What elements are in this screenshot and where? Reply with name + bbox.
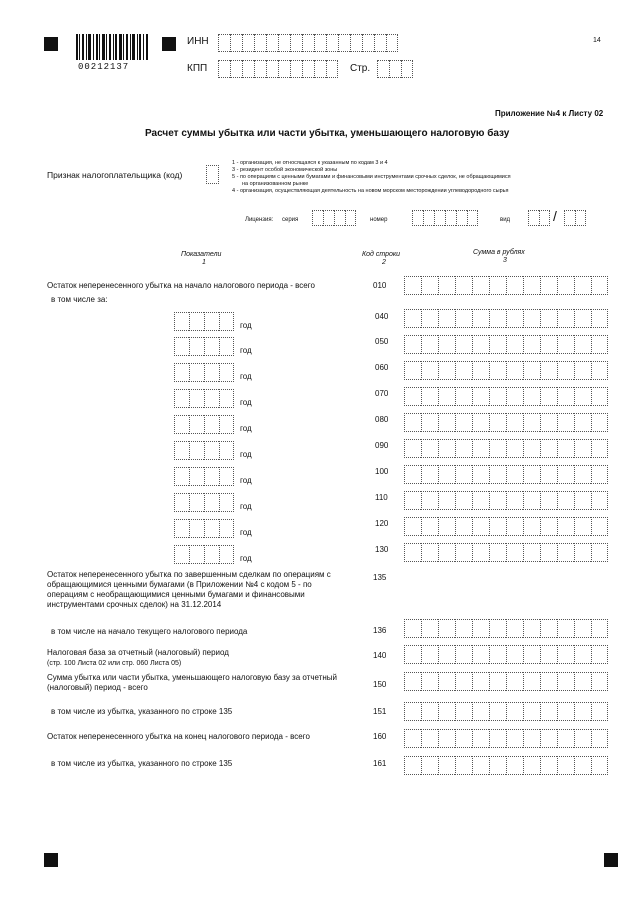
sum-field[interactable]	[404, 276, 608, 295]
inn-label: ИНН	[187, 36, 209, 47]
code-5: 5 - по операциям с ценными бумагами и финансовыми инструментами срочных сделок, не обращающимися	[232, 174, 511, 180]
year-label: год	[240, 398, 252, 407]
license-slash: /	[553, 208, 557, 224]
row-140-label: Налоговая база за отчетный (налоговый) период	[47, 648, 229, 657]
row-136-label: в том числе на начало текущего налогового периода	[51, 627, 248, 636]
corner-marker	[162, 37, 176, 51]
license-series-field[interactable]	[312, 210, 356, 226]
license-label: Лицензия:	[245, 217, 274, 223]
appendix-label: Приложение №4 к Листу 02	[495, 109, 604, 118]
col-sum-num: 3	[503, 257, 507, 264]
year-label: год	[240, 528, 252, 537]
sum-field[interactable]	[404, 672, 608, 691]
code-5-cont: на организованном рынке	[242, 181, 309, 187]
sum-field[interactable]	[404, 619, 608, 638]
code-3: 3 - резидент особой экономической зоны	[232, 167, 338, 173]
row-code: 100	[375, 467, 389, 476]
inn-field[interactable]	[218, 34, 398, 52]
code-1: 1 - организация, не относящаяся к указанным по кодам 3 и 4	[232, 160, 388, 166]
row-code: 040	[375, 312, 389, 321]
including-for-label: в том числе за:	[51, 295, 108, 304]
year-label: год	[240, 346, 252, 355]
year-field[interactable]	[174, 363, 234, 382]
code-4: 4 - организация, осуществляющая деятельность на новом морском месторождении углеводородного сырья	[232, 188, 509, 194]
row-code: 110	[375, 493, 388, 502]
license-number-label: номер	[370, 217, 388, 223]
sum-field[interactable]	[404, 465, 608, 484]
row-code: 120	[375, 519, 389, 528]
taxpayer-code-field[interactable]	[206, 165, 219, 184]
row-151-code: 151	[373, 707, 387, 716]
year-label: год	[240, 502, 252, 511]
sum-field[interactable]	[404, 335, 608, 354]
col-code: Код строки	[362, 251, 401, 258]
sum-field[interactable]	[404, 309, 608, 328]
row-151-label: в том числе из убытка, указанного по строке 135	[51, 707, 233, 716]
sum-field[interactable]	[404, 645, 608, 664]
sum-field[interactable]	[404, 702, 608, 721]
barcode-number: 00212137	[78, 62, 130, 72]
corner-marker	[44, 37, 58, 51]
row-150-code: 150	[373, 680, 387, 689]
col-indicators-num: 1	[202, 259, 206, 266]
year-field[interactable]	[174, 467, 234, 486]
row-code: 060	[375, 363, 389, 372]
row-161-label: в том числе из убытка, указанного по строке 135	[51, 759, 233, 768]
col-indicators: Показатели	[181, 251, 222, 258]
row-010-label: Остаток неперенесенного убытка на начало налогового периода - всего	[47, 281, 315, 290]
corner-marker	[44, 853, 58, 867]
row-140-code: 140	[373, 651, 387, 660]
sum-field[interactable]	[404, 491, 608, 510]
row-150-label: Сумма убытка или части убытка, уменьшающего налоговую базу за отчетный (налоговый) период - всего	[47, 673, 337, 692]
sum-field[interactable]	[404, 387, 608, 406]
sum-field[interactable]	[404, 729, 608, 748]
row-140-sub: (стр. 100 Листа 02 или стр. 060 Листа 05)	[47, 660, 182, 667]
sum-field[interactable]	[404, 439, 608, 458]
year-field[interactable]	[174, 389, 234, 408]
year-label: год	[240, 476, 252, 485]
col-sum: Сумма в рублях	[473, 249, 525, 256]
row-010-code: 010	[373, 281, 387, 290]
sum-field[interactable]	[404, 413, 608, 432]
sum-field[interactable]	[404, 361, 608, 380]
col-code-num: 2	[382, 259, 386, 266]
year-label: год	[240, 321, 252, 330]
row-160-label: Остаток неперенесенного убытка на конец налогового периода - всего	[47, 732, 310, 741]
license-type-label: вид	[500, 217, 511, 223]
row-code: 090	[375, 441, 389, 450]
sum-field[interactable]	[404, 756, 608, 775]
license-series-label: серия	[282, 217, 299, 223]
year-field[interactable]	[174, 312, 234, 331]
year-label: год	[240, 554, 252, 563]
row-135-code: 135	[373, 573, 387, 582]
row-160-code: 160	[373, 732, 387, 741]
year-label: год	[240, 372, 252, 381]
license-type-field-2[interactable]	[564, 210, 586, 226]
year-field[interactable]	[174, 493, 234, 512]
page-number: 14	[593, 37, 601, 44]
row-161-code: 161	[373, 759, 387, 768]
year-field[interactable]	[174, 441, 234, 460]
page-field[interactable]	[377, 60, 413, 78]
row-136-code: 136	[373, 626, 387, 635]
row-code: 130	[375, 545, 389, 554]
kpp-label: КПП	[187, 63, 208, 74]
year-field[interactable]	[174, 337, 234, 356]
sum-field[interactable]	[404, 517, 608, 536]
year-field[interactable]	[174, 545, 234, 564]
license-number-field[interactable]	[412, 210, 478, 226]
kpp-field[interactable]	[218, 60, 338, 78]
row-code: 080	[375, 415, 389, 424]
year-field[interactable]	[174, 415, 234, 434]
year-label: год	[240, 450, 252, 459]
corner-marker	[604, 853, 618, 867]
row-code: 050	[375, 337, 389, 346]
row-135-label: Остаток неперенесенного убытка по завершенным сделкам по операциям с обращающимися ценными бумагами (в Приложении №4 с кодом 5 - по операциям с необращающимися ценными бумагами и финансовыми инструментами срочных сделок) на 31.12.2014	[47, 570, 331, 609]
license-type-field-1[interactable]	[528, 210, 550, 226]
page-label: Стр.	[350, 63, 371, 74]
taxpayer-label: Признак налогоплательщика (код)	[47, 170, 183, 180]
year-label: год	[240, 424, 252, 433]
sum-field[interactable]	[404, 543, 608, 562]
row-code: 070	[375, 389, 389, 398]
page-title: Расчет суммы убытка или части убытка, уменьшающего налоговую базу	[145, 128, 510, 139]
year-field[interactable]	[174, 519, 234, 538]
